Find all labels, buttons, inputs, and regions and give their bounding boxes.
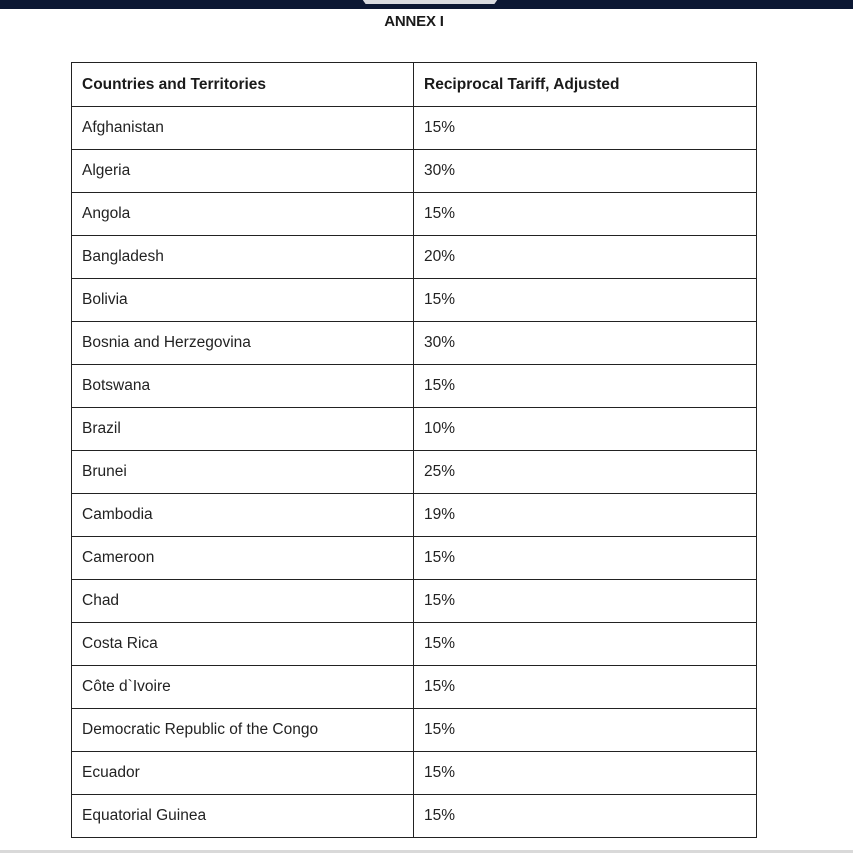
table-row — [72, 494, 757, 537]
country-cell: Afghanistan — [72, 107, 414, 150]
column-header-country: Countries and Territories — [72, 63, 414, 107]
tariff-cell: 15% — [414, 795, 757, 838]
country-cell: Bangladesh — [72, 236, 414, 279]
tariff-cell: 15% — [414, 365, 757, 408]
tariff-cell: 15% — [414, 537, 757, 580]
tariff-cell: 15% — [414, 752, 757, 795]
country-cell: Democratic Republic of the Congo — [72, 709, 414, 752]
table-row — [72, 709, 757, 752]
table-row — [72, 193, 757, 236]
country-cell: Côte d`Ivoire — [72, 666, 414, 709]
tariff-cell: 15% — [414, 107, 757, 150]
country-cell: Ecuador — [72, 752, 414, 795]
tariff-cell: 25% — [414, 451, 757, 494]
country-cell: Chad — [72, 580, 414, 623]
tariff-cell: 15% — [414, 666, 757, 709]
table-row — [72, 752, 757, 795]
tariff-cell: 15% — [414, 580, 757, 623]
country-cell: Brunei — [72, 451, 414, 494]
tariff-cell: 30% — [414, 322, 757, 365]
table-header-row — [72, 63, 757, 107]
table-row — [72, 150, 757, 193]
country-cell: Cameroon — [72, 537, 414, 580]
header-logo-fragment — [360, 0, 500, 4]
table-row — [72, 666, 757, 709]
tariff-cell: 30% — [414, 150, 757, 193]
tariff-cell: 15% — [414, 279, 757, 322]
country-cell: Equatorial Guinea — [72, 795, 414, 838]
table-row — [72, 279, 757, 322]
column-header-tariff: Reciprocal Tariff, Adjusted — [414, 63, 757, 107]
country-cell: Costa Rica — [72, 623, 414, 666]
table-row — [72, 795, 757, 838]
table-row — [72, 365, 757, 408]
country-cell: Bosnia and Herzegovina — [72, 322, 414, 365]
tariff-cell: 20% — [414, 236, 757, 279]
table-row — [72, 236, 757, 279]
tariff-cell: 19% — [414, 494, 757, 537]
table-row — [72, 408, 757, 451]
country-cell: Algeria — [72, 150, 414, 193]
table-row — [72, 107, 757, 150]
table-row — [72, 623, 757, 666]
country-cell: Angola — [72, 193, 414, 236]
table-row — [72, 322, 757, 365]
tariff-cell: 15% — [414, 709, 757, 752]
table-row — [72, 451, 757, 494]
top-header-bar — [0, 0, 853, 9]
country-cell: Cambodia — [72, 494, 414, 537]
tariff-cell: 10% — [414, 408, 757, 451]
tariff-cell: 15% — [414, 623, 757, 666]
country-cell: Botswana — [72, 365, 414, 408]
tariff-cell: 15% — [414, 193, 757, 236]
table-row — [72, 537, 757, 580]
country-cell: Brazil — [72, 408, 414, 451]
tariff-table — [71, 62, 757, 838]
table-row — [72, 580, 757, 623]
annex-title: ANNEX I — [384, 13, 444, 30]
country-cell: Bolivia — [72, 279, 414, 322]
